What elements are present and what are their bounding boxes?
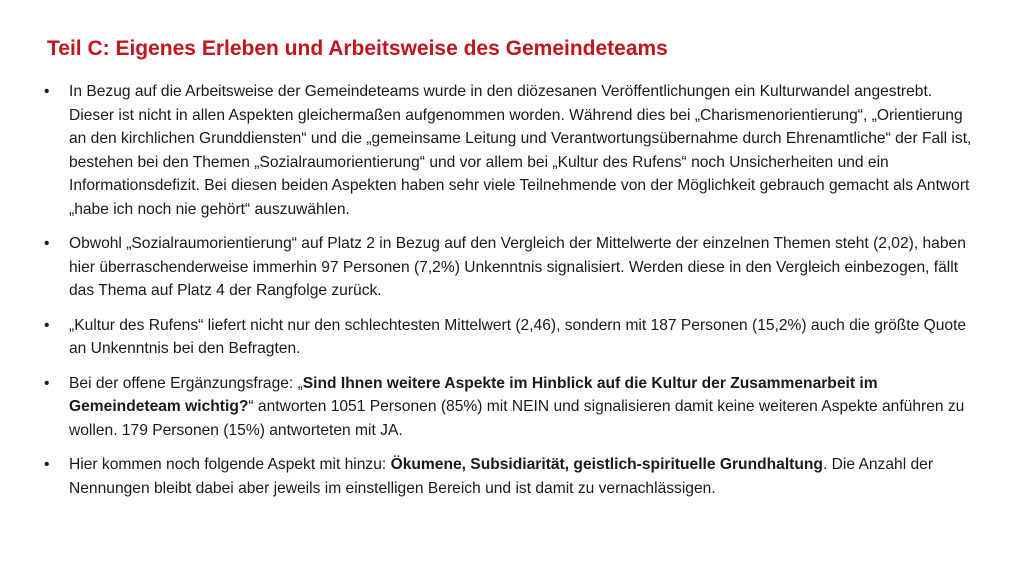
bullet-text	[69, 372, 974, 443]
bullet-item	[40, 232, 990, 303]
bullet-icon: •	[44, 235, 50, 252]
bullet-text-bold: Ökumene, Subsidiarität, geistlich-spirituelle Grundhaltung	[390, 456, 823, 473]
bullet-item	[40, 372, 990, 443]
bullet-list	[40, 80, 990, 511]
bullet-text: „Kultur des Rufens“ liefert nicht nur den schlechtesten Mittelwert (2,46), sondern mit 187 Personen (15,2%) auch die größte Quote an Unkenntnis bei den Befragten.	[69, 316, 967, 357]
bullet-item	[40, 80, 990, 221]
bullet-text-suffix: . Die Anzahl der Nennungen bleibt dabei aber jeweils im einstelligen Bereich und ist damit zu vernachlässigen.	[69, 456, 934, 497]
bullet-icon: •	[44, 374, 50, 392]
bullet-text-prefix: Bei der offene Ergänzungsfrage: „	[69, 374, 303, 392]
bullet-text-prefix: Hier kommen noch folgende Aspekt mit hinzu:	[69, 456, 391, 473]
bullet-text: In Bezug auf die Arbeitsweise der Gemeindeteams wurde in den diözesanen Veröffentlichungen ein Kulturwandel angestrebt. Dieser ist nicht in allen Aspekten gleichermaßen aufgenommen worden. Während dies bei „Charismenorientierung“, „Orientierung an den kirchlichen Grunddiensten“ und die „gemeinsame Leitung und Verantwortungsübernahme durch Ehrenamtliche“ der Fall ist, bestehen bei den Themen „Sozialraumorientierung“ und vor allem bei „Kultur des Rufens“ noch Unsicherheiten und ein Informationsdefizit. Bei diesen beiden Aspekten haben sehr viele Teilnehmende von der Möglichkeit gebrauch gemacht als Antwort „habe ich noch nie gehört“ auszuwählen.	[69, 83, 972, 218]
bullet-icon: •	[44, 316, 50, 334]
bullet-text-suffix: “ antworten 1051 Personen (85%) mit NEIN und signalisieren damit keine weiteren Aspekte anführen zu wollen. 179 Personen (15%) antworteten mit JA.	[69, 398, 965, 439]
bullet-text	[69, 453, 974, 500]
bullet-icon: •	[44, 456, 50, 473]
slide-title: Teil C: Eigenes Erleben und Arbeitsweise des Gemeindeteams	[47, 37, 668, 60]
bullet-icon: •	[44, 83, 50, 100]
bullet-item	[40, 453, 990, 500]
bullet-text: Obwohl „Sozialraumorientierung“ auf Platz 2 in Bezug auf den Vergleich der Mittelwerte der einzelnen Themen steht (2,02), haben hier überraschenderweise immerhin 97 Personen (7,2%) Unkenntnis signalisiert. Werden diese in den Vergleich einbezogen, fällt das Thema auf Platz 4 der Rangfolge zurück.	[69, 235, 966, 299]
bullet-text-bold: Sind Ihnen weitere Aspekte im Hinblick auf die Kultur der Zusammenarbeit im Gemeindeteam wichtig?	[69, 374, 878, 415]
bullet-item	[40, 314, 990, 361]
